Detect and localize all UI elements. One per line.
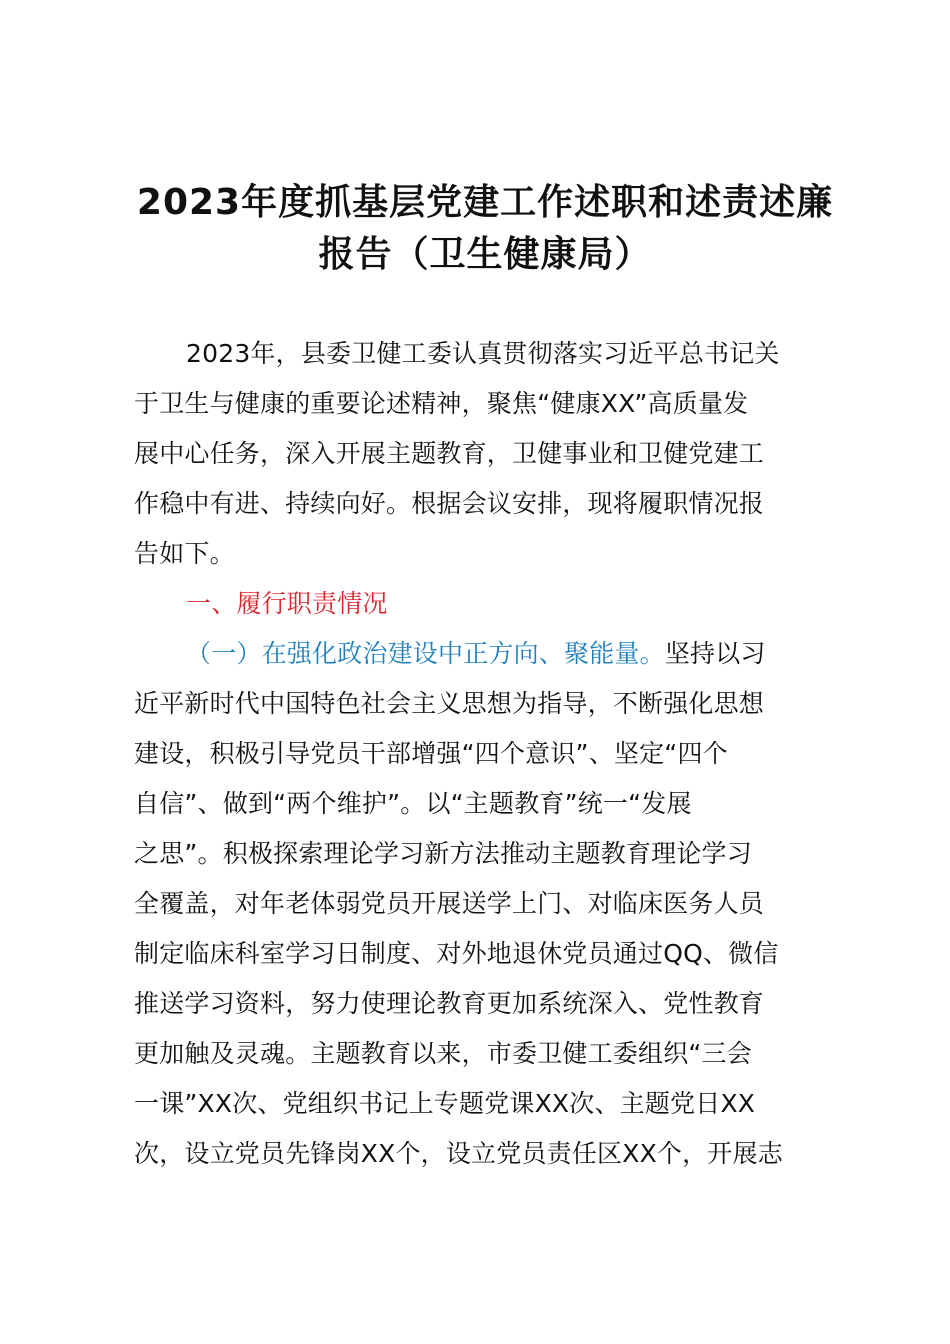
section-heading: 一、履行职责情况 [186, 589, 388, 618]
intro-paragraph-line: 展中心任务，深入开展主题教育，卫健事业和卫健党建工 [134, 439, 765, 468]
body-paragraph-line: 次，设立党员先锋岗XX个，设立党员责任区XX个，开展志 [134, 1139, 783, 1168]
body-paragraph-line: 推送学习资料，努力使理论教育更加系统深入、党性教育 [134, 989, 765, 1018]
body-paragraph-line: 全覆盖，对年老体弱党员开展送学上门、对临床医务人员 [134, 889, 765, 918]
body-paragraph-line: 自信”、做到“两个维护”。以“主题教育”统一“发展 [134, 789, 692, 818]
intro-paragraph-line: 作稳中有进、持续向好。根据会议安排，现将履职情况报 [134, 489, 765, 518]
body-paragraph-line: 更加触及灵魂。主题教育以来，市委卫健工委组织“三会 [134, 1039, 752, 1068]
body-paragraph-line: 近平新时代中国特色社会主义思想为指导，不断强化思想 [134, 689, 765, 718]
intro-paragraph-line: 告如下。 [134, 539, 235, 568]
body-paragraph-line: 一课”XX次、党组织书记上专题党课XX次、主题党日XX [134, 1089, 756, 1118]
document-title-line-1: 2023年度抓基层党建工作述职和述责述廉 [136, 182, 834, 223]
subsection-first-line [186, 636, 766, 672]
body-paragraph-line: 制定临床科室学习日制度、对外地退休党员通过QQ、微信 [134, 939, 779, 968]
intro-paragraph-line: 2023年，县委卫健工委认真贯彻落实习近平总书记关 [186, 339, 780, 368]
subsection-heading: （一）在强化政治建设中正方向、聚能量。 [186, 639, 665, 668]
subsection-first-line-text: 坚持以习 [664, 639, 766, 668]
intro-paragraph-line: 于卫生与健康的重要论述精神，聚焦“健康XX”高质量发 [134, 389, 749, 418]
body-paragraph-line: 建设，积极引导党员干部增强“四个意识”、坚定“四个 [134, 739, 728, 768]
document-title-line-2: 报告（卫生健康局） [318, 234, 652, 275]
body-paragraph-line: 之思”。积极探索理论学习新方法推动主题教育理论学习 [134, 839, 752, 868]
